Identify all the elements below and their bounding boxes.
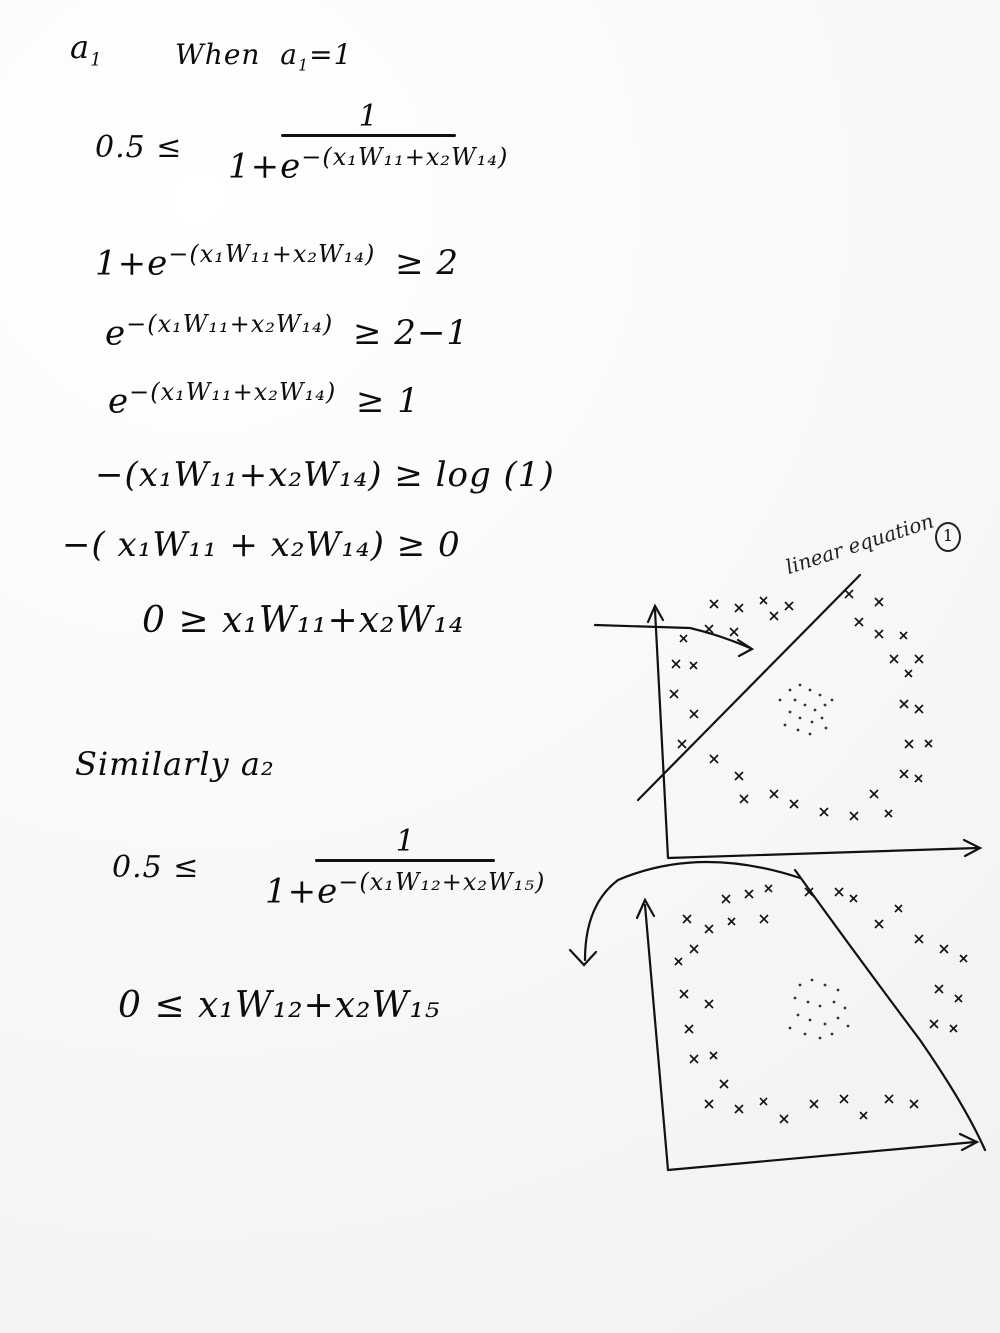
bottom-plot-y-axis [645, 905, 668, 1170]
when-condition: When $a_1=1$ [175, 38, 353, 75]
top-plot-dot-cluster [779, 684, 834, 736]
a2-line2: 0 ≤ x₁W₁₂+x₂W₁₅ [118, 985, 441, 1026]
arrow-to-bottom-plot [585, 862, 800, 960]
fraction-denominator: $1+e^{-(x_1W_{12}+x_2W_{15})}$ [265, 868, 546, 912]
arrow-to-top-plot [595, 625, 750, 648]
a1-line4: $e^{-(x_1W_{11}+x_2W_{14})} \ge 1$ [108, 378, 420, 422]
a1-line3: $e^{-(x_1W_{11}+x_2W_{14})} \ge 2-1$ [105, 310, 470, 354]
top-plot-y-axis [655, 610, 668, 858]
a1-line7: 0 ≥ x₁W₁₁+x₂W₁₄ [142, 600, 465, 641]
question-label: $a_1$ [70, 28, 103, 71]
a1-line6: −( x₁W₁₁ + x₂W₁₄) ≥ 0 [62, 525, 461, 565]
top-plot-x-axis [668, 848, 978, 858]
a1-line1-lhs: 0.5 ≤ [95, 130, 183, 165]
top-plot-decision-line [638, 575, 860, 800]
circled-one-text: 1 [942, 526, 954, 545]
bottom-plot-cross-markers [675, 885, 967, 1123]
linear-equation-note: linear equation [782, 508, 937, 579]
similarly-heading: Similarly a₂ [75, 745, 275, 783]
bottom-plot-decision-curve [795, 870, 985, 1150]
a1-line5: −(x₁W₁₁+x₂W₁₄) ≥ log (1) [95, 455, 555, 495]
a2-line1-lhs: 0.5 ≤ [112, 850, 200, 885]
fraction-numerator: 1 [395, 824, 415, 859]
fraction-denominator: $1+e^{-(x_1W_{11}+x_2W_{14})}$ [228, 143, 509, 187]
bottom-plot-dot-cluster [789, 979, 850, 1040]
top-plot-cross-markers [670, 590, 932, 820]
a1-line2: $1+e^{-(x_1W_{11}+x_2W_{14})} \ge 2$ [95, 240, 460, 284]
fraction-numerator: 1 [358, 99, 378, 134]
bottom-plot-x-axis [668, 1142, 975, 1170]
